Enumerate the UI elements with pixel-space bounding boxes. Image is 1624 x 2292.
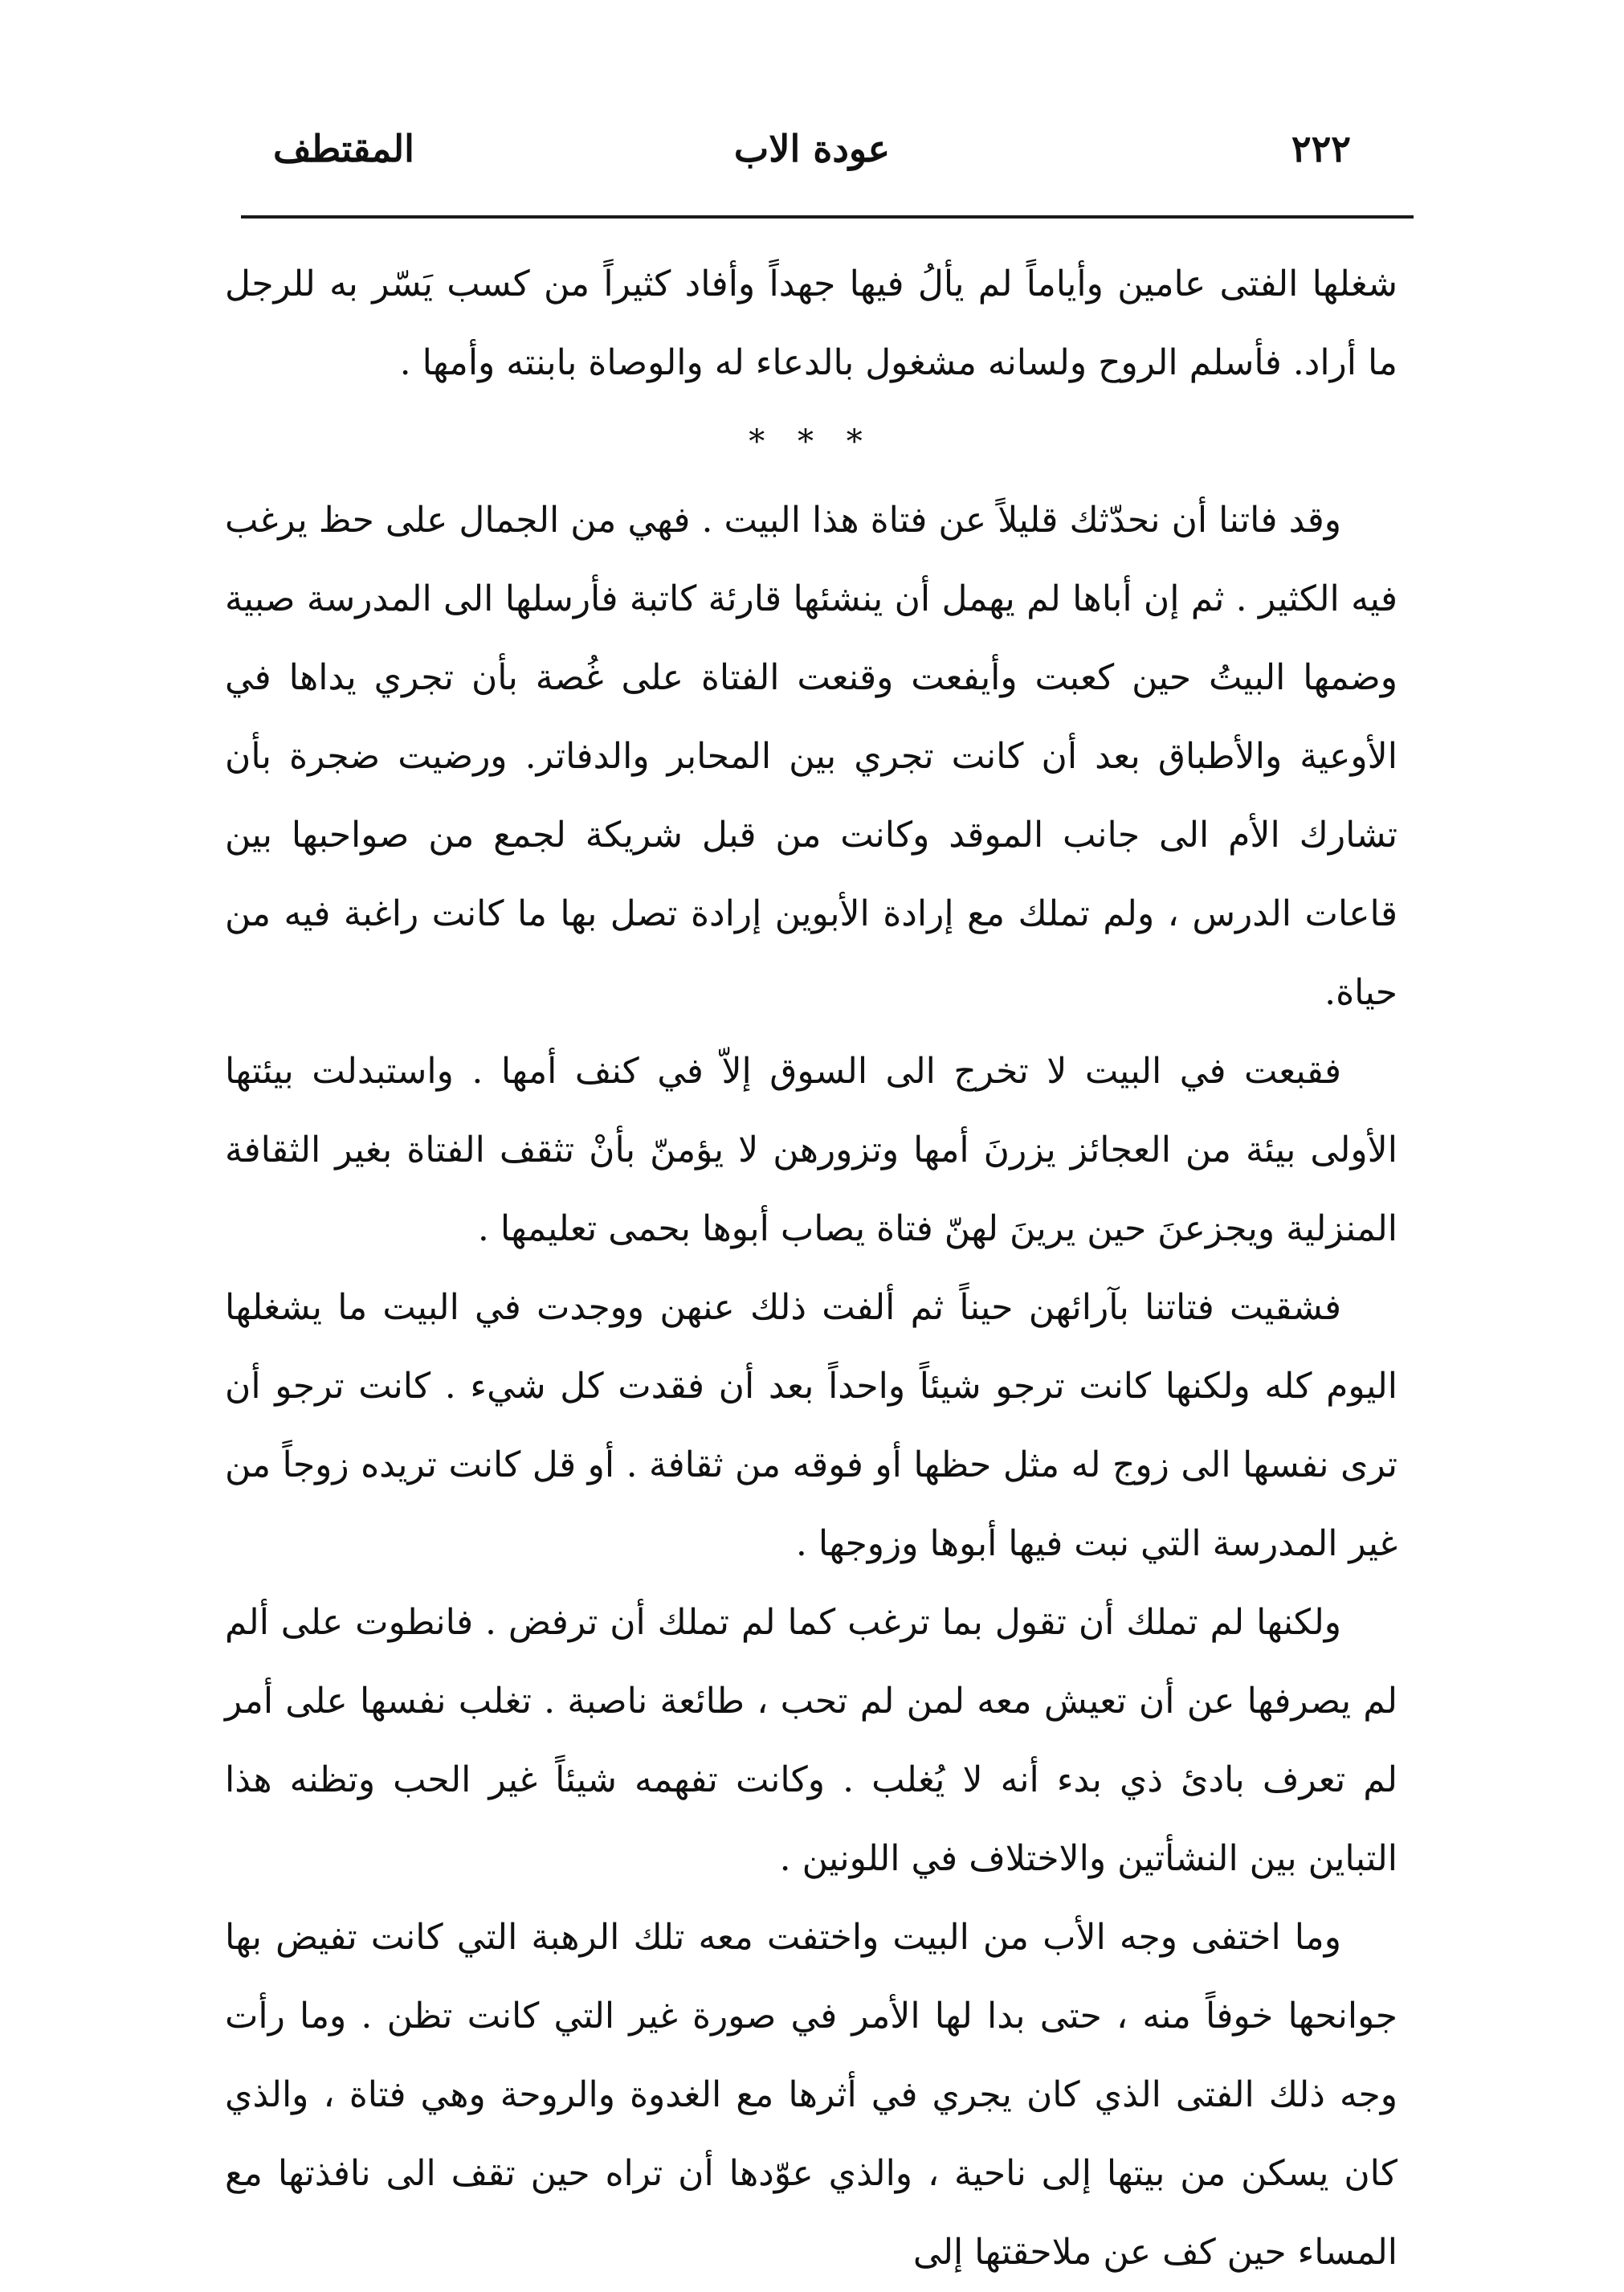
journal-name: المقتطف — [273, 127, 414, 170]
paragraph-5: ولكنها لم تملك أن تقول بما ترغب كما لم تملك أن ترفض . فانطوت على ألم لم يصرفها عن أن تعيش معه لمن لم تحب ، طائعة ناصبة . تغلب نفسها على أمر لم تعرف بادئ ذي بدء أنه لا يُغلب . وكانت تفهمه شيئاً غير الحب وتظنه هذا التباين بين النشأتين والاختلاف في اللونين . — [225, 1602, 1398, 1879]
paragraph-1: شغلها الفتى عامين وأياماً لم يألُ فيها جهداً وأفاد كثيراً من كسب يَسّر به للرجل ما أراد. فأسلم الروح ولسانه مشغول بالدعاء له والوصاة بابنته وأمها . — [225, 264, 1398, 383]
section-separator: * * * — [749, 423, 874, 460]
chapter-title: عودة الاب — [733, 127, 891, 170]
paragraph-4: فشقيت فتاتنا بآرائهن حيناً ثم ألفت ذلك عنهن ووجدت في البيت ما يشغلها اليوم كله ولكنها كانت ترجو شيئاً واحداً بعد أن فقدت كل شيء . كانت ترجو أن ترى نفسها الى زوج له مثل حظها أو فوقه من ثقافة . أو قل كانت تريده زوجاً من غير المدرسة التي نبت فيها أبوها وزوجها . — [225, 1287, 1398, 1564]
running-header — [241, 121, 1383, 177]
body-text — [225, 245, 1398, 2292]
paragraph-3: فقبعت في البيت لا تخرج الى السوق إلاّ في كنف أمها . واستبدلت بيئتها الأولى بيئة من العجائز يزرنَ أمها وتزورهن لا يؤمنّ بأنْ تثقف الفتاة بغير الثقافة المنزلية ويجزعنَ حين يرينَ لهنّ فتاة يصاب أبوها بحمى تعليمها . — [225, 1051, 1398, 1249]
paragraph-6: وما اختفى وجه الأب من البيت واختفت معه تلك الرهبة التي كانت تفيض بها جوانحها خوفاً منه ، حتى بدا لها الأمر في صورة غير التي كانت تظن . وما رأت وجه ذلك الفتى الذي كان يجري في أثرها مع الغدوة والروحة وهي فتاة ، والذي كان يسكن من بيتها إلى ناحية ، والذي عوّدها أن تراه حين تقف الى نافذتها مع المساء حين كف عن ملاحقتها إلى — [225, 1917, 1398, 2273]
page-number: ٢٢٢ — [1291, 127, 1351, 170]
header-rule — [241, 215, 1414, 219]
paragraph-2: وقد فاتنا أن نحدّثك قليلاً عن فتاة هذا البيت . فهي من الجمال على حظ يرغب فيه الكثير . ثم إن أباها لم يهمل أن ينشئها قارئة كاتبة فأرسلها الى المدرسة صبية وضمها البيتُ حين كعبت وأيفعت وقنعت الفتاة على غُصة بأن تجري يداها في الأوعية والأطباق بعد أن كانت تجري بين المحابر والدفاتر. ورضيت ضجرة بأن تشارك الأم الى جانب الموقد وكانت من قبل شريكة لجمع من صواحبها بين قاعات الدرس ، ولم تملك مع إرادة الأبوين إرادة تصل بها ما كانت راغبة فيه من حياة. — [225, 500, 1398, 1013]
